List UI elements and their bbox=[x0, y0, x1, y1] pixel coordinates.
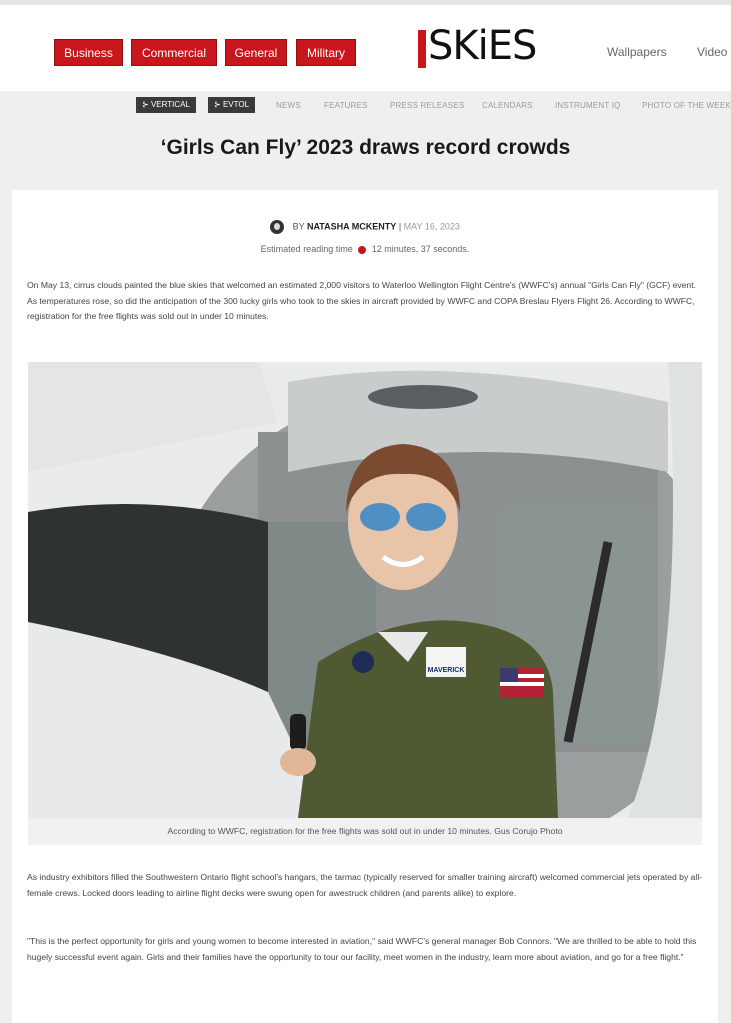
paragraph-3: "This is the perfect opportunity for girls and young women to become interested in aviation," said WWFC's general manager Bob Connors. "We are thrilled to be able to hold this hugely successful event again. Girls and their families have the opportunity to tour our facility, meet women in the industry, learn more about aviation, and go for a free flight." bbox=[27, 936, 697, 962]
article-title: ‘Girls Can Fly’ 2023 draws record crowds bbox=[160, 136, 571, 159]
vertical-pill[interactable]: ⊱ VERTICAL bbox=[136, 97, 196, 113]
photo-illustration bbox=[28, 362, 702, 818]
subnav-features[interactable]: FEATURES bbox=[324, 101, 368, 110]
paragraph-1: On May 13, cirrus clouds painted the blue skies that welcomed an estimated 2,000 visitors to Waterloo Wellington Flight Centre's (WWFC's) annual "Girls Can Fly" (GCF) event. As temperatures rose, so did the anticipation of the 300 lucky girls who took to the skies in aircraft provided by WWFC and COPA Breslau Flyers Flight 26. According to WWFC, registration for the free flights was sold out in under 10 minutes. bbox=[27, 280, 696, 321]
article-photo bbox=[28, 362, 702, 818]
wallpapers-link[interactable]: Wallpapers bbox=[607, 45, 667, 59]
vertical-icon: ⊱ bbox=[142, 100, 151, 109]
author-name[interactable]: NATASHA MCKENTY bbox=[306, 221, 397, 232]
subnav-news[interactable]: NEWS bbox=[276, 101, 301, 110]
nav-military-button[interactable]: Military bbox=[296, 39, 356, 66]
evtol-icon: ⊱ bbox=[214, 100, 223, 109]
subnav-press-releases[interactable]: PRESS RELEASES bbox=[390, 101, 465, 110]
nav-commercial-button[interactable]: Commercial bbox=[131, 39, 217, 66]
publish-date: MAY 16, 2023 bbox=[403, 221, 460, 232]
logo-bar bbox=[418, 30, 426, 68]
svg-text:MAVERICK: MAVERICK bbox=[427, 667, 465, 674]
author-avatar bbox=[270, 220, 284, 234]
paragraph-2: As industry exhibitors filled the Southwestern Ontario flight school's hangars, the tarmac (typically reserved for smaller training aircraft) welcomed commercial jets operated by all-female crews. Locked doors leading to airline flight decks were swung open for awestruck children (and parents alike) to explore. bbox=[27, 872, 703, 898]
evtol-pill[interactable]: ⊱ EVTOL bbox=[208, 97, 255, 113]
article-card bbox=[12, 190, 718, 1023]
byline: BY NATASHA MCKENTY | MAY 16, 2023 bbox=[12, 220, 718, 234]
video-link[interactable]: Video bbox=[697, 45, 728, 59]
site-logo[interactable] bbox=[418, 23, 538, 72]
nav-business-button[interactable]: Business bbox=[54, 39, 123, 66]
reading-time: Estimated reading time 12 minutes, 37 seconds. bbox=[260, 244, 470, 254]
subnav-instrument-iq[interactable]: INSTRUMENT IQ bbox=[555, 101, 621, 110]
sub-navigation bbox=[0, 92, 731, 118]
site-header bbox=[0, 5, 731, 91]
subnav-photo-of-the-week[interactable]: PHOTO OF THE WEEK bbox=[642, 101, 731, 110]
photo-caption: According to WWFC, registration for the free flights was sold out in under 10 minutes. Gus Corujo Photo bbox=[28, 818, 702, 845]
logo-text: SKiES bbox=[428, 23, 537, 69]
clock-icon bbox=[358, 246, 366, 254]
nav-general-button[interactable]: General bbox=[225, 39, 287, 66]
subnav-calendars[interactable]: CALENDARS bbox=[482, 101, 533, 110]
